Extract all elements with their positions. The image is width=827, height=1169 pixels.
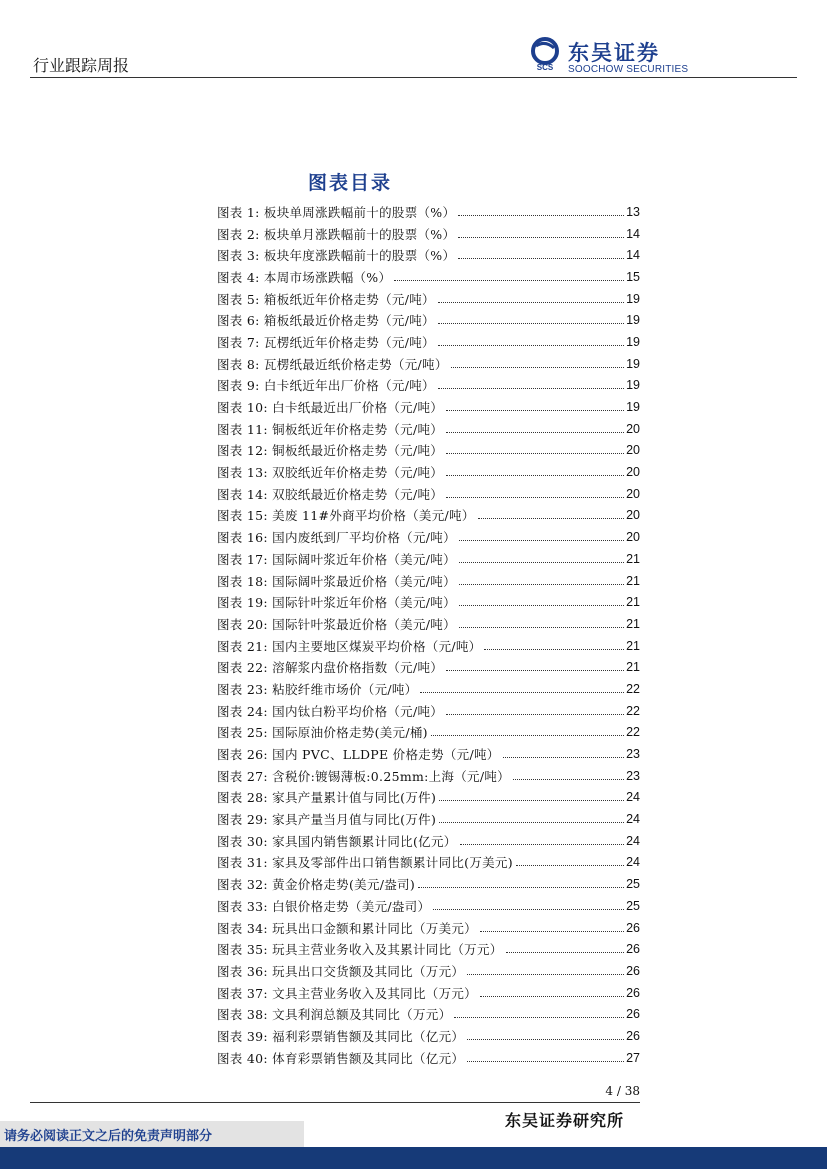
toc-leader-dots xyxy=(454,1016,624,1018)
toc-entry-page: 21 xyxy=(626,616,640,631)
toc-leader-dots xyxy=(459,583,624,585)
toc-entry-label: 图表 14: 双胶纸最近价格走势（元/吨） xyxy=(217,486,444,502)
toc-entry-page: 26 xyxy=(626,1007,640,1022)
toc-entry[interactable] xyxy=(217,223,640,245)
toc-entry-page: 21 xyxy=(626,595,640,610)
toc-entry[interactable] xyxy=(217,591,640,613)
toc-entry-label: 图表 21: 国内主要地区煤炭平均价格（元/吨） xyxy=(217,638,482,654)
toc-leader-dots xyxy=(459,561,624,563)
toc-entry-label: 图表 9: 白卡纸近年出厂价格（元/吨） xyxy=(217,378,435,394)
toc-entry[interactable] xyxy=(217,570,640,592)
toc-entry-page: 21 xyxy=(626,573,640,588)
toc-entry-label: 图表 18: 国际阔叶浆最近价格（美元/吨） xyxy=(217,573,456,589)
toc-leader-dots xyxy=(418,886,624,888)
toc-entry-page: 20 xyxy=(626,486,640,501)
toc-entry-label: 图表 22: 溶解浆内盘价格指数（元/吨） xyxy=(217,660,444,676)
toc-entry-page: 20 xyxy=(626,530,640,545)
toc-entry[interactable] xyxy=(217,830,640,852)
toc-heading: 图表目录 xyxy=(307,172,392,194)
report-type-title: 行业跟踪周报 xyxy=(33,56,130,75)
toc-leader-dots xyxy=(446,713,624,715)
toc-entry-label: 图表 30: 家具国内销售额累计同比(亿元） xyxy=(217,833,457,849)
toc-entry-page: 23 xyxy=(626,768,640,783)
toc-leader-dots xyxy=(506,951,625,953)
toc-leader-dots xyxy=(480,995,624,997)
toc-leader-dots xyxy=(503,756,625,758)
toc-entry-label: 图表 25: 国际原油价格走势(美元/桶) xyxy=(217,725,428,741)
toc-entry-page: 21 xyxy=(626,551,640,566)
toc-entry[interactable] xyxy=(217,787,640,809)
toc-entry-page: 26 xyxy=(626,942,640,957)
toc-entry[interactable] xyxy=(217,635,640,657)
toc-entry-page: 24 xyxy=(626,790,640,805)
toc-leader-dots xyxy=(446,496,624,498)
toc-entry[interactable] xyxy=(217,656,640,678)
logo-english-name: SOOCHOW SECURITIES xyxy=(568,64,689,75)
toc-entry-page: 13 xyxy=(626,204,640,219)
toc-leader-dots xyxy=(446,474,624,476)
toc-entry-label: 图表 6: 箱板纸最近价格走势（元/吨） xyxy=(217,313,435,329)
table-of-figures xyxy=(217,201,640,1069)
logo-mark-text: SCS xyxy=(536,63,554,71)
toc-entry[interactable] xyxy=(217,722,640,744)
header-divider xyxy=(30,77,797,78)
toc-entry[interactable] xyxy=(217,960,640,982)
toc-entry-label: 图表 33: 白银价格走势（美元/盎司） xyxy=(217,898,431,914)
toc-entry-page: 20 xyxy=(626,465,640,480)
toc-leader-dots xyxy=(438,322,624,324)
toc-entry-label: 图表 4: 本周市场涨跌幅（%） xyxy=(217,269,392,285)
toc-entry-page: 24 xyxy=(626,855,640,870)
toc-leader-dots xyxy=(478,517,624,519)
toc-entry[interactable] xyxy=(217,396,640,418)
toc-leader-dots xyxy=(459,539,624,541)
toc-leader-dots xyxy=(484,648,624,650)
toc-leader-dots xyxy=(467,1038,624,1040)
toc-leader-dots xyxy=(438,344,624,346)
toc-entry-label: 图表 17: 国际阔叶浆近年价格（美元/吨） xyxy=(217,551,456,567)
toc-entry[interactable] xyxy=(217,1047,640,1069)
toc-entry-label: 图表 19: 国际针叶浆近年价格（美元/吨） xyxy=(217,595,456,611)
toc-entry[interactable] xyxy=(217,331,640,353)
toc-entry[interactable] xyxy=(217,483,640,505)
toc-leader-dots xyxy=(394,279,624,281)
toc-entry[interactable] xyxy=(217,505,640,527)
toc-entry-page: 21 xyxy=(626,638,640,653)
toc-entry-page: 25 xyxy=(626,898,640,913)
disclaimer-banner xyxy=(0,1121,304,1147)
toc-entry-page: 15 xyxy=(626,269,640,284)
page-number: 4 / 38 xyxy=(605,1084,640,1098)
toc-entry-page: 22 xyxy=(626,681,640,696)
toc-entry-label: 图表 20: 国际针叶浆最近价格（美元/吨） xyxy=(217,616,456,632)
toc-entry-page: 22 xyxy=(626,703,640,718)
toc-leader-dots xyxy=(446,452,624,454)
toc-leader-dots xyxy=(420,691,624,693)
toc-leader-dots xyxy=(458,214,624,216)
toc-entry-label: 图表 40: 体育彩票销售额及其同比（亿元） xyxy=(217,1050,465,1066)
toc-entry-page: 20 xyxy=(626,421,640,436)
toc-entry[interactable] xyxy=(217,852,640,874)
toc-entry-page: 19 xyxy=(626,334,640,349)
toc-entry-page: 26 xyxy=(626,1028,640,1043)
toc-entry-page: 24 xyxy=(626,812,640,827)
toc-entry-label: 图表 11: 铜板纸近年价格走势（元/吨） xyxy=(217,421,444,437)
toc-entry[interactable] xyxy=(217,1025,640,1047)
toc-entry-label: 图表 7: 瓦楞纸近年价格走势（元/吨） xyxy=(217,334,435,350)
toc-entry-label: 图表 32: 黄金价格走势(美元/盎司) xyxy=(217,877,416,893)
toc-entry-page: 27 xyxy=(626,1050,640,1065)
toc-leader-dots xyxy=(480,930,624,932)
toc-entry-label: 图表 3: 板块年度涨跌幅前十的股票（%） xyxy=(217,248,456,264)
toc-entry[interactable] xyxy=(217,548,640,570)
toc-entry-label: 图表 36: 玩具出口交货额及其同比（万元） xyxy=(217,963,465,979)
toc-entry-page: 19 xyxy=(626,291,640,306)
toc-leader-dots xyxy=(458,236,624,238)
toc-entry[interactable] xyxy=(217,1003,640,1025)
footer-divider xyxy=(30,1102,640,1103)
toc-leader-dots xyxy=(446,669,624,671)
toc-leader-dots xyxy=(439,799,624,801)
toc-entry-label: 图表 34: 玩具出口金额和累计同比（万美元） xyxy=(217,920,477,936)
toc-entry-label: 图表 13: 双胶纸近年价格走势（元/吨） xyxy=(217,465,444,481)
toc-entry-page: 19 xyxy=(626,356,640,371)
toc-entry-page: 21 xyxy=(626,660,640,675)
toc-entry-label: 图表 15: 美废 11#外商平均价格（美元/吨） xyxy=(217,508,475,524)
toc-entry-page: 14 xyxy=(626,226,640,241)
toc-entry[interactable] xyxy=(217,353,640,375)
toc-entry-label: 图表 31: 家具及零部件出口销售额累计同比(万美元) xyxy=(217,855,513,871)
toc-leader-dots xyxy=(451,366,624,368)
toc-entry-label: 图表 28: 家具产量累计值与同比(万件) xyxy=(217,790,437,806)
toc-entry[interactable] xyxy=(217,266,640,288)
toc-entry-page: 14 xyxy=(626,248,640,263)
toc-entry-page: 20 xyxy=(626,508,640,523)
toc-entry-page: 26 xyxy=(626,963,640,978)
toc-entry[interactable] xyxy=(217,461,640,483)
toc-entry-page: 20 xyxy=(626,443,640,458)
toc-leader-dots xyxy=(431,734,624,736)
toc-entry-label: 图表 37: 文具主营业务收入及其同比（万元） xyxy=(217,985,477,1001)
toc-entry-page: 26 xyxy=(626,920,640,935)
toc-entry-page: 22 xyxy=(626,725,640,740)
toc-entry-page: 25 xyxy=(626,877,640,892)
company-logo xyxy=(528,37,698,77)
toc-entry[interactable] xyxy=(217,917,640,939)
toc-leader-dots xyxy=(458,257,624,259)
toc-entry[interactable] xyxy=(217,526,640,548)
toc-leader-dots xyxy=(438,387,624,389)
toc-entry-label: 图表 10: 白卡纸最近出厂价格（元/吨） xyxy=(217,400,444,416)
toc-entry-label: 图表 2: 板块单月涨跌幅前十的股票（%） xyxy=(217,226,456,242)
scs-logo-icon xyxy=(528,37,562,71)
toc-leader-dots xyxy=(438,301,624,303)
toc-entry[interactable] xyxy=(217,309,640,331)
toc-entry-page: 19 xyxy=(626,378,640,393)
toc-entry-page: 26 xyxy=(626,985,640,1000)
toc-entry[interactable] xyxy=(217,678,640,700)
bottom-brand-bar xyxy=(0,1147,827,1169)
toc-entry[interactable] xyxy=(217,244,640,266)
toc-entry-label: 图表 8: 瓦楞纸最近纸价格走势（元/吨） xyxy=(217,356,448,372)
logo-chinese-name: 东吴证券 xyxy=(568,41,660,65)
toc-entry-label: 图表 24: 国内钛白粉平均价格（元/吨） xyxy=(217,703,444,719)
toc-entry-label: 图表 26: 国内 PVC、LLDPE 价格走势（元/吨） xyxy=(217,747,500,763)
toc-leader-dots xyxy=(459,626,624,628)
toc-leader-dots xyxy=(433,908,624,910)
toc-entry[interactable] xyxy=(217,873,640,895)
toc-entry[interactable] xyxy=(217,375,640,397)
toc-entry[interactable] xyxy=(217,808,640,830)
toc-leader-dots xyxy=(460,843,625,845)
toc-entry[interactable] xyxy=(217,613,640,635)
toc-leader-dots xyxy=(467,973,624,975)
toc-entry-label: 图表 27: 含税价:镀锡薄板:0.25mm:上海（元/吨） xyxy=(217,768,510,784)
toc-leader-dots xyxy=(446,431,624,433)
toc-entry-label: 图表 23: 粘胶纤维市场价（元/吨） xyxy=(217,681,418,697)
toc-entry-label: 图表 1: 板块单周涨跌幅前十的股票（%） xyxy=(217,204,456,220)
toc-entry[interactable] xyxy=(217,700,640,722)
toc-leader-dots xyxy=(513,778,624,780)
toc-entry-page: 19 xyxy=(626,313,640,328)
toc-entry-label: 图表 35: 玩具主营业务收入及其累计同比（万元） xyxy=(217,942,503,958)
toc-entry[interactable] xyxy=(217,765,640,787)
toc-entry-label: 图表 39: 福利彩票销售额及其同比（亿元） xyxy=(217,1028,465,1044)
toc-entry-page: 19 xyxy=(626,400,640,415)
toc-entry[interactable] xyxy=(217,743,640,765)
toc-entry[interactable] xyxy=(217,418,640,440)
institute-name: 东吴证券研究所 xyxy=(505,1111,625,1130)
toc-entry[interactable] xyxy=(217,288,640,310)
toc-entry[interactable] xyxy=(217,201,640,223)
toc-entry[interactable] xyxy=(217,938,640,960)
toc-entry[interactable] xyxy=(217,440,640,462)
toc-entry-page: 23 xyxy=(626,747,640,762)
toc-entry-label: 图表 29: 家具产量当月值与同比(万件) xyxy=(217,812,437,828)
disclaimer-text: 请务必阅读正文之后的免责声明部分 xyxy=(4,1129,213,1144)
toc-entry-label: 图表 12: 铜板纸最近价格走势（元/吨） xyxy=(217,443,444,459)
toc-entry-label: 图表 5: 箱板纸近年价格走势（元/吨） xyxy=(217,291,435,307)
toc-entry[interactable] xyxy=(217,982,640,1004)
toc-leader-dots xyxy=(516,864,624,866)
toc-leader-dots xyxy=(459,604,624,606)
toc-leader-dots xyxy=(446,409,624,411)
toc-leader-dots xyxy=(439,821,624,823)
toc-entry-label: 图表 16: 国内废纸到厂平均价格（元/吨） xyxy=(217,530,456,546)
toc-entry-page: 24 xyxy=(626,833,640,848)
toc-entry[interactable] xyxy=(217,895,640,917)
toc-leader-dots xyxy=(467,1060,624,1062)
toc-entry-label: 图表 38: 文具利润总额及其同比（万元） xyxy=(217,1007,452,1023)
